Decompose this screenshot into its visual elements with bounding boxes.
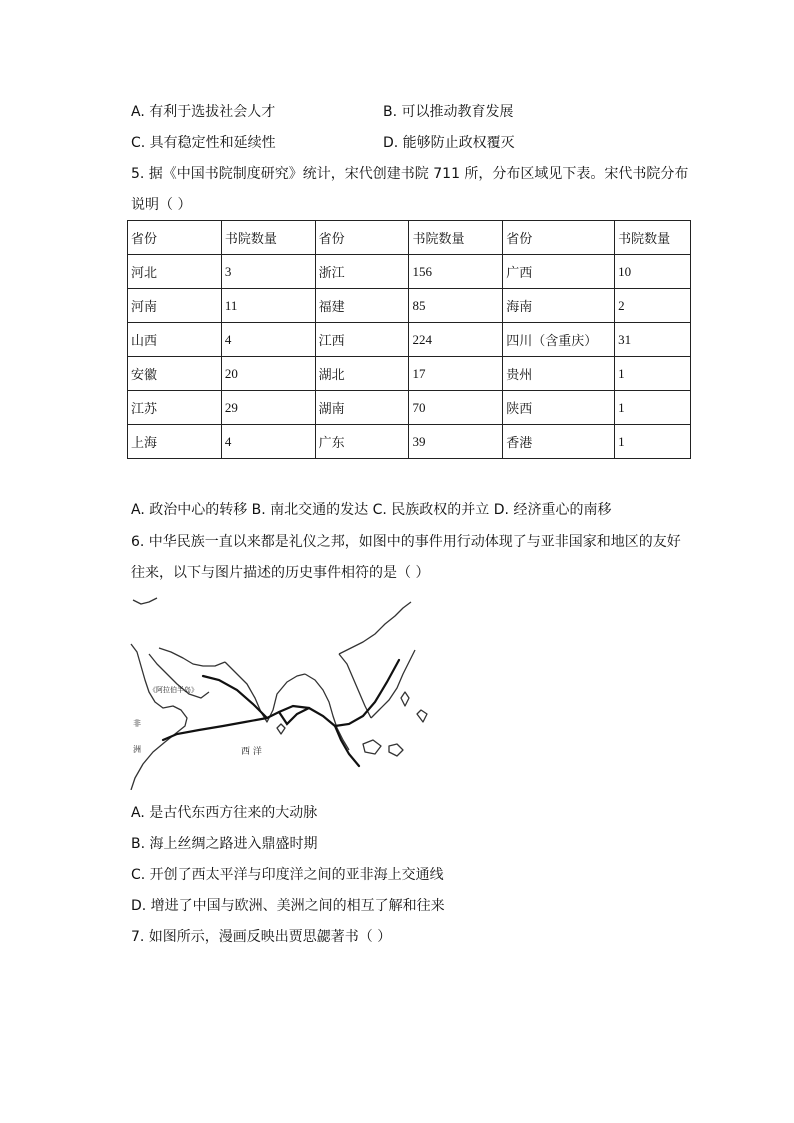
province-cell: 安徽 <box>128 357 222 391</box>
count-cell: 156 <box>409 255 503 289</box>
province-cell: 江西 <box>315 323 409 357</box>
count-cell: 1 <box>615 391 691 425</box>
count-cell: 4 <box>221 425 315 459</box>
table-row <box>128 323 691 357</box>
province-cell: 山西 <box>128 323 222 357</box>
table-row <box>128 391 691 425</box>
q6-option-b: B. 海上丝绸之路进入鼎盛时期 <box>131 836 318 852</box>
count-cell: 1 <box>615 357 691 391</box>
count-cell: 17 <box>409 357 503 391</box>
q4-option-b: B. 可以推动教育发展 <box>383 104 514 120</box>
map-label-africa-1: 非 <box>133 719 141 728</box>
table-header-row <box>128 221 691 255</box>
province-cell: 陕西 <box>503 391 615 425</box>
province-cell: 江苏 <box>128 391 222 425</box>
q6-option-c: C. 开创了西太平洋与印度洋之间的亚非海上交通线 <box>131 867 444 883</box>
province-cell: 河南 <box>128 289 222 323</box>
province-cell: 贵州 <box>503 357 615 391</box>
q4-option-a: A. 有利于选拔社会人才 <box>131 104 276 120</box>
count-cell: 4 <box>221 323 315 357</box>
province-cell: 四川（含重庆） <box>503 323 615 357</box>
q6-stem-line1: 6. 中华民族一直以来都是礼仪之邦，如图中的事件用行动体现了与亚非国家和地区的友好 <box>131 534 681 550</box>
q4-option-d: D. 能够防止政权覆灭 <box>383 135 515 151</box>
count-cell: 29 <box>221 391 315 425</box>
q5-stem-line2: 说明（ ） <box>131 197 192 213</box>
province-cell: 湖北 <box>315 357 409 391</box>
count-cell: 20 <box>221 357 315 391</box>
province-cell: 湖南 <box>315 391 409 425</box>
map-label-ocean: 西 洋 <box>241 747 262 757</box>
count-cell: 10 <box>615 255 691 289</box>
table-row <box>128 289 691 323</box>
table-header-cell: 书院数量 <box>409 221 503 255</box>
count-cell: 39 <box>409 425 503 459</box>
q6-option-d: D. 增进了中国与欧洲、美洲之间的相互了解和往来 <box>131 898 445 914</box>
table-header-cell: 书院数量 <box>221 221 315 255</box>
count-cell: 70 <box>409 391 503 425</box>
q4-option-c: C. 具有稳定性和延续性 <box>131 135 276 151</box>
q5-options: A. 政治中心的转移 B. 南北交通的发达 C. 民族政权的并立 D. 经济重心的南移 <box>131 502 612 518</box>
count-cell: 31 <box>615 323 691 357</box>
table-header-cell: 省份 <box>315 221 409 255</box>
count-cell: 3 <box>221 255 315 289</box>
table-row <box>128 255 691 289</box>
count-cell: 85 <box>409 289 503 323</box>
table-row <box>128 357 691 391</box>
province-cell: 浙江 <box>315 255 409 289</box>
q6-option-a: A. 是古代东西方往来的大动脉 <box>131 805 318 821</box>
province-cell: 福建 <box>315 289 409 323</box>
province-cell: 海南 <box>503 289 615 323</box>
province-cell: 上海 <box>128 425 222 459</box>
table-header-cell: 书院数量 <box>615 221 691 255</box>
table-header-cell: 省份 <box>503 221 615 255</box>
q6-stem-line2: 往来，以下与图片描述的历史事件相符的是（ ） <box>131 565 430 581</box>
province-cell: 河北 <box>128 255 222 289</box>
count-cell: 1 <box>615 425 691 459</box>
table-row <box>128 425 691 459</box>
q7-stem: 7. 如图所示，漫画反映出贾思勰著书（ ） <box>131 929 392 945</box>
map-label-africa-2: 洲 <box>133 745 141 754</box>
map-label-arabia: 《阿拉伯半岛》 <box>149 686 198 694</box>
count-cell: 224 <box>409 323 503 357</box>
table-header-cell: 省份 <box>128 221 222 255</box>
province-cell: 香港 <box>503 425 615 459</box>
count-cell: 11 <box>221 289 315 323</box>
province-cell: 广东 <box>315 425 409 459</box>
province-cell: 广西 <box>503 255 615 289</box>
q5-stem-line1: 5. 据《中国书院制度研究》统计，宋代创建书院 711 所，分布区域见下表。宋代书院分布 <box>131 166 689 182</box>
academy-distribution-table <box>127 220 691 459</box>
zheng-he-voyage-map <box>127 594 432 790</box>
count-cell: 2 <box>615 289 691 323</box>
